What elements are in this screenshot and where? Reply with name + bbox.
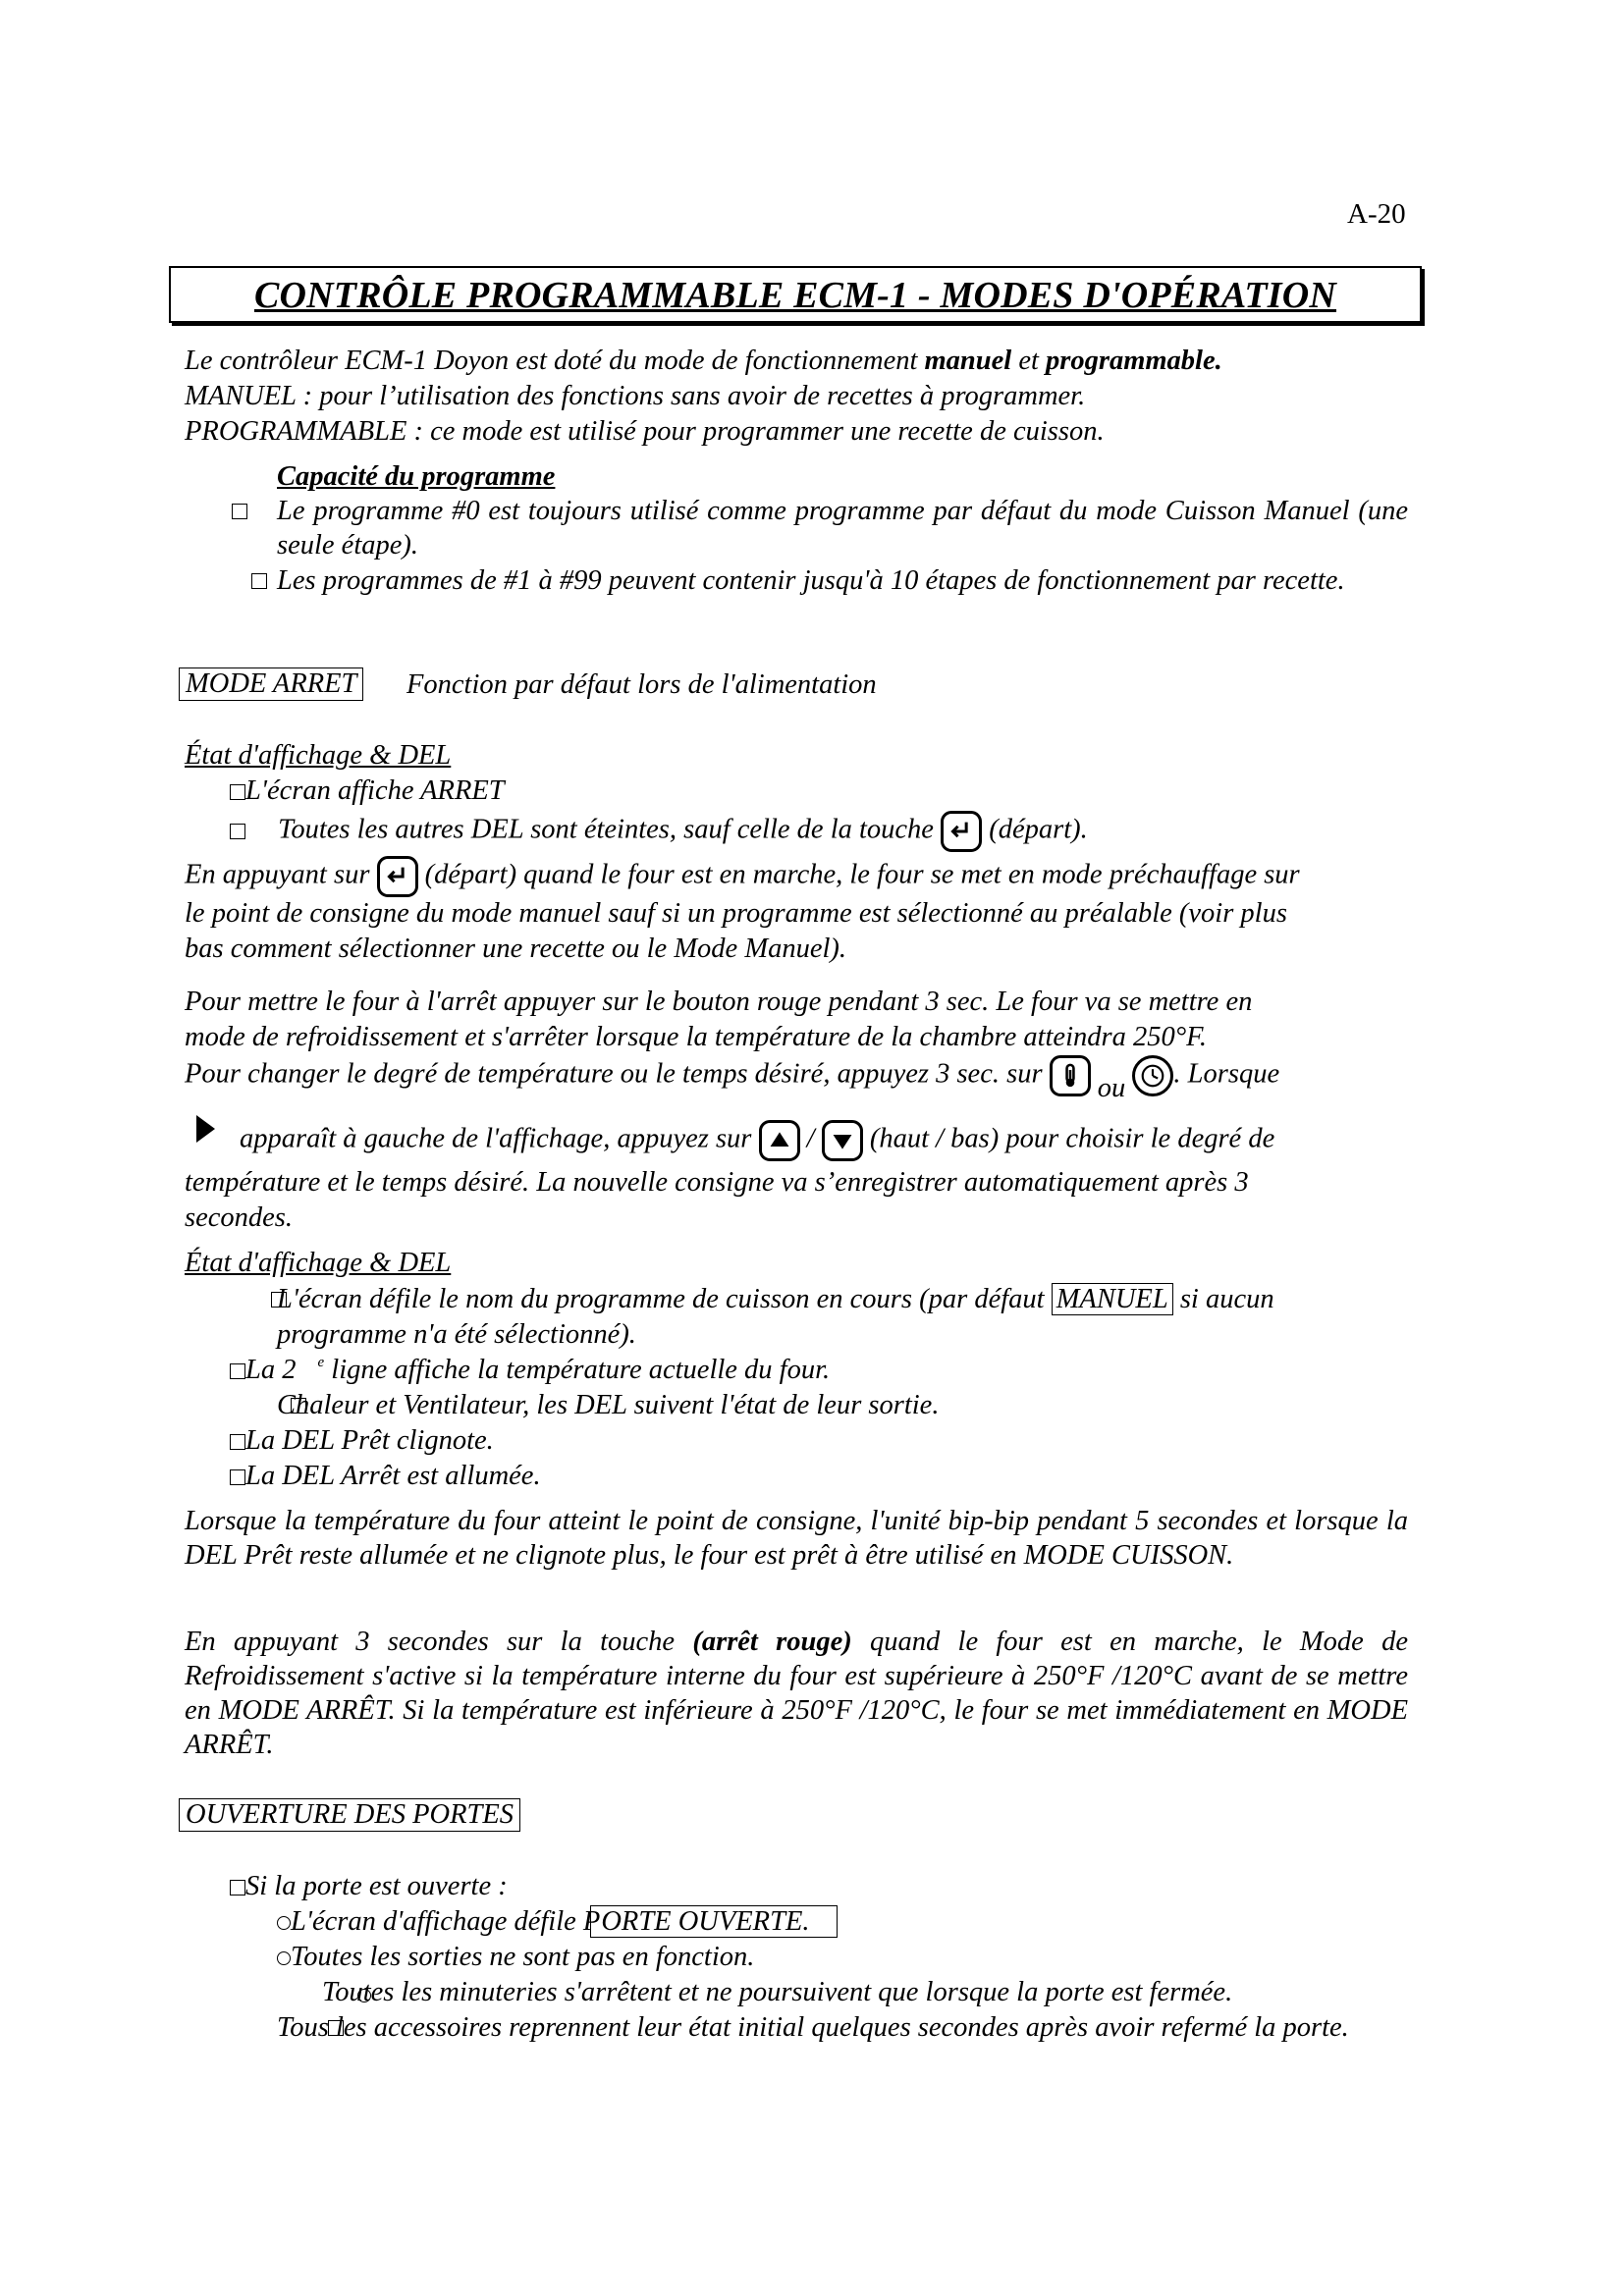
etat2-item-3: Chaleur et Ventilateur, les DEL suivent l'état de leur sortie. <box>277 1390 940 1420</box>
depart-line-2: le point de consigne du mode manuel sauf si un programme est sélectionné au préalable (voir plus <box>185 898 1287 929</box>
depart-line-1: En appuyant sur (départ) quand le four est en marche, le four se met en mode préchauffage sur <box>185 856 1300 897</box>
up-arrow-key-icon <box>759 1120 800 1161</box>
para-cool: En appuyant 3 secondes sur la touche (arrêt rouge) quand le four est en marche, le Mode de Refroidissement s'active si la température interne du four est supérieure à 250°F /120°C avant de se mettre en MODE ARRÊT. Si la température est inférieure à 250°F /120°C, le four se met immédiatement en MODE ARRÊT. <box>185 1627 1408 1760</box>
etat2-item-1-line-2: programme n'a été sélectionné). <box>277 1319 636 1350</box>
etat-heading-2: État d'affichage & DEL <box>185 1248 452 1278</box>
bullet-icon <box>251 573 267 589</box>
bullet-icon <box>230 1469 245 1485</box>
arret-line-5: température et le temps désiré. La nouvelle consigne va s’enregistrer automatiquement après 3 <box>185 1167 1249 1198</box>
capacity-item-1: Le programme #0 est toujours utilisé comme programme par défaut du mode Cuisson Manuel (une seule étape). <box>277 496 1408 561</box>
ring-bullet-icon <box>277 1951 291 1965</box>
etat1-item-2: Toutes les autres DEL sont éteintes, sauf celle de la touche (départ). <box>230 811 1088 852</box>
doors-sub-3: Toutes les minuteries s'arrêtent et ne poursuivent que lorsque la porte est fermée. <box>322 1977 1233 2007</box>
mode-arret-description: Fonction par défaut lors de l'alimentation <box>406 669 877 700</box>
arret-line-1: Pour mettre le four à l'arrêt appuyer sur le bouton rouge pendant 3 sec. Le four va se mettre en <box>185 987 1253 1017</box>
etat2-item-2: La 2 $^e$ ligne affiche la température actuelle du four. <box>230 1353 830 1392</box>
doors-sub-2: Toutes les sorties ne sont pas en fonction. <box>277 1940 754 1974</box>
doors-item-1: Si la porte est ouverte : <box>230 1869 508 1903</box>
title-box <box>169 266 1422 323</box>
bullet-icon <box>230 1434 245 1450</box>
thermometer-key-icon <box>1050 1055 1091 1096</box>
arret-line-3: Pour changer le degré de température ou le temps désiré, appuyez 3 sec. sur ou . Lorsque <box>185 1055 1412 1096</box>
intro-line-2: MANUEL : pour l’utilisation des fonctions sans avoir de recettes à programmer. <box>185 381 1086 411</box>
intro-line-1: Le contrôleur ECM-1 Doyon est doté du mode de fonctionnement manuel et programmable. <box>185 346 1222 376</box>
down-arrow-key-icon <box>822 1120 863 1161</box>
bullet-icon <box>230 1363 245 1379</box>
etat-heading-1: État d'affichage & DEL <box>185 740 452 771</box>
para-ready: Lorsque la température du four atteint le point de consigne, l'unité bip-bip pendant 5 secondes et lorsque la DEL Prêt reste allumée et ne clignote plus, le four est prêt à être utilisé en MODE CUISSON. <box>185 1506 1408 1571</box>
capacity-heading: Capacité du programme <box>277 461 556 492</box>
ring-bullet-icon <box>277 1916 291 1930</box>
bullet-icon <box>230 824 245 839</box>
bullet-icon <box>232 504 247 519</box>
doors-sub-1: L'écran d'affichage défile PORTE OUVERTE. <box>277 1904 838 1939</box>
enter-key-icon <box>941 811 982 852</box>
page-title: CONTRÔLE PROGRAMMABLE ECM-1 - MODES D'OPÉRATION <box>253 275 1337 316</box>
clock-key-icon <box>1132 1055 1173 1096</box>
arret-line-4: apparaît à gauche de l'affichage, appuyez sur / (haut / bas) pour choisir le degré de <box>240 1120 1274 1161</box>
arret-line-2: mode de refroidissement et s'arrêter lorsque la température de la chambre atteindra 250°F. <box>185 1022 1207 1052</box>
page-number: A-20 <box>1347 198 1406 230</box>
arret-line-6: secondes. <box>185 1202 294 1233</box>
play-triangle-icon <box>196 1115 215 1143</box>
mode-arret-label: MODE ARRET <box>179 667 363 701</box>
doors-label: OUVERTURE DES PORTES <box>179 1798 520 1832</box>
etat2-item-4: La DEL Prêt clignote. <box>230 1423 494 1458</box>
intro-line-3: PROGRAMMABLE : ce mode est utilisé pour programmer une recette de cuisson. <box>185 416 1105 447</box>
etat2-item-5: La DEL Arrêt est allumée. <box>230 1459 541 1493</box>
enter-key-icon <box>377 856 418 897</box>
capacity-item-2: Les programmes de #1 à #99 peuvent contenir jusqu'à 10 étapes de fonctionnement par recette. <box>277 565 1345 596</box>
depart-line-3: bas comment sélectionner une recette ou le Mode Manuel). <box>185 934 847 964</box>
bullet-icon <box>230 1880 245 1896</box>
bullet-icon <box>230 784 245 800</box>
doors-item-2: Tous les accessoires reprennent leur état initial quelques secondes après avoir refermé la porte. <box>277 2012 1349 2043</box>
etat1-item-1: L'écran affiche ARRET <box>230 774 505 808</box>
etat2-item-1: L'écran défile le nom du programme de cuisson en cours (par défaut MANUEL si aucun <box>277 1284 1274 1314</box>
